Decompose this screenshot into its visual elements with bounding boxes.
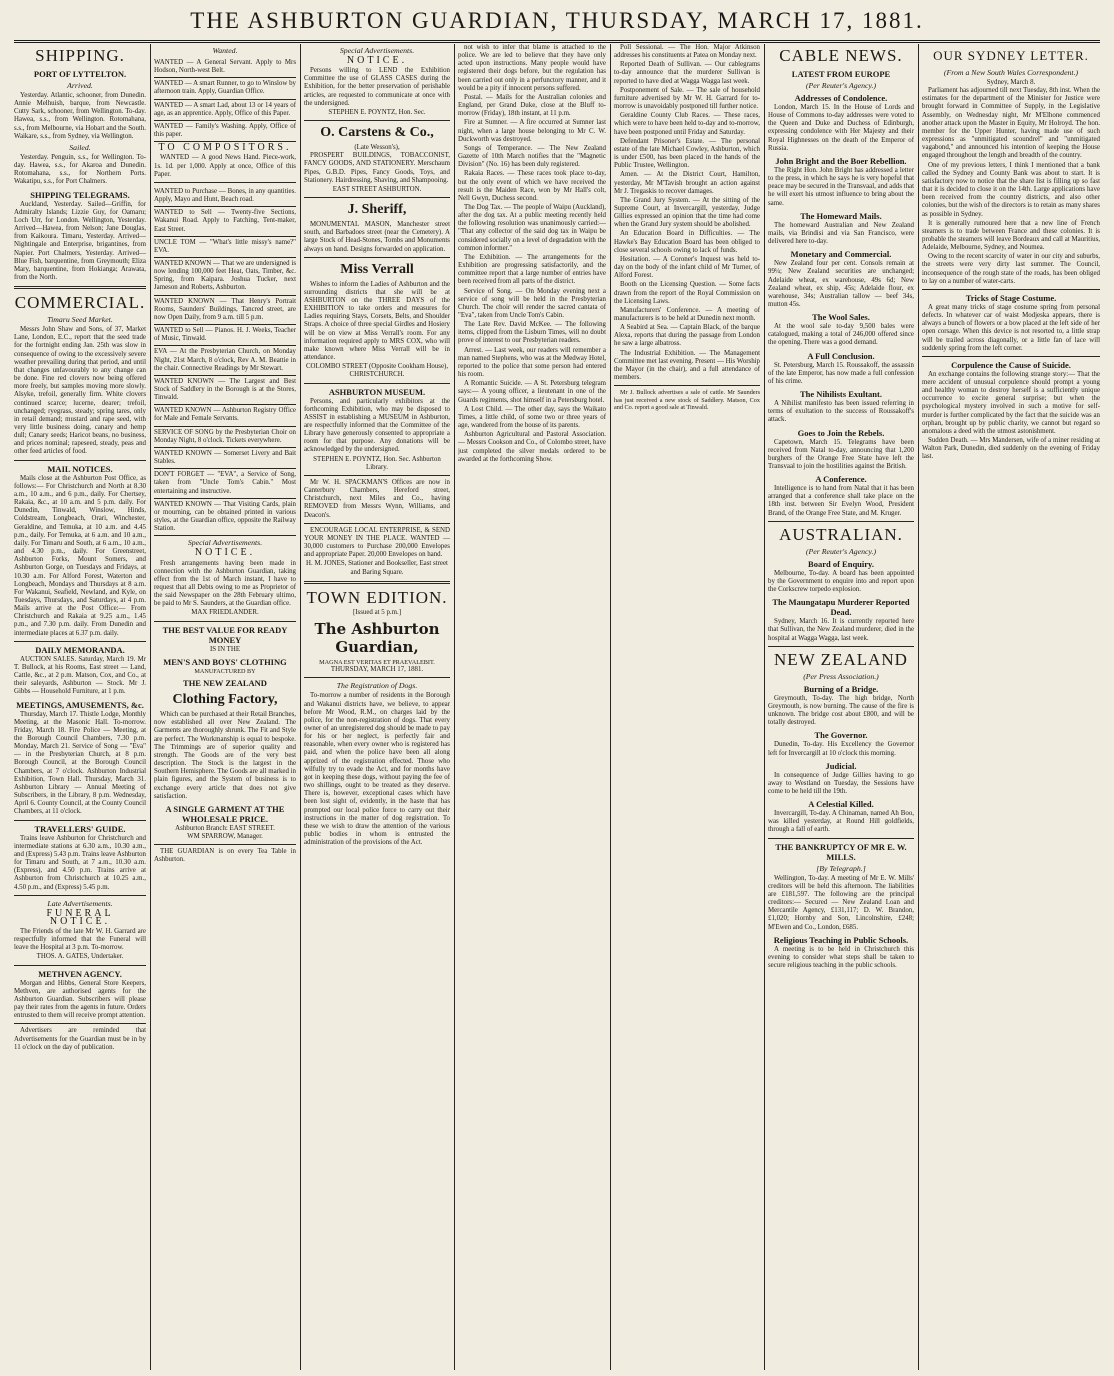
wanted-ad: WANTED KNOWN — That Henry's Portrait Rooms, Saunders' Buildings, Tancred street, are now Open Daily, from 9 a.m. till 5 p.m. xyxy=(154,296,296,325)
advertisers-text: Advertisers are reminded that Advertisements for the Guardian must be in by 11 o'clock on the day of publication. xyxy=(14,1027,146,1051)
single-garment: A SINGLE GARMENT AT THE WHOLESALE PRICE. xyxy=(165,803,285,824)
article-text: Defendant Prisoner's Estate. — The personal estate of the late Michael Cowley, Ashburton, which is under £500, has been placed in the hands of the Public Trustee, Wellington. xyxy=(614,137,760,170)
column-rule xyxy=(454,44,455,1370)
cable-text: Sydney, March 16. It is currently reported here that Sullivan, the New Zealand murderer, died in the hospital at Wagga Wagga, last week. xyxy=(768,618,914,642)
article-text: Poll Sessional. — The Hon. Major Atkinson addresses his constituents at Patea on Monday next. xyxy=(614,44,760,60)
cable-heading: Burning of a Bridge. xyxy=(803,683,879,694)
article-text: A Romantic Suicide. — A St. Petersburg telegram says:— A young officer, a lieutenant in one of the Guards regiments, shot himself in a Petersburg hotel. xyxy=(458,380,606,404)
column-rule xyxy=(300,44,301,1370)
nz-press: (Per Press Association.) xyxy=(803,671,879,681)
cable-text: Greymouth, To-day. The high bridge, North Greymouth, is now burning. The cause of the fire is unknown. The bridge cost about £800, and will be totally destroyed. xyxy=(768,694,914,727)
article-text: Ashburton Agricultural and Pastoral Association. — Messrs Cookson and Co., of Colombo street, have just completed the silver medals ordered to be awarded at the forthcoming Show. xyxy=(458,431,606,463)
cable-text: St. Petersburg, March 15. Roussakoff, the assassin of the late Emperor, has now made a full confession of his crime. xyxy=(768,361,914,385)
article-text: Booth on the Licensing Question. — Some facts drawn from the report of the Royal Commission on the Licensing Laws. xyxy=(614,281,760,305)
cable-heading: A Full Conclusion. xyxy=(807,350,875,361)
sheriff-text: MONUMENTAL MASON, Manchester street south, and Barbadoes street (near the Cemetery). A large Stock of Head-Stones, Tombs and Monuments always on hand. Designs forwarded on application. xyxy=(304,221,450,253)
travellers-title: TRAVELLERS' GUIDE. xyxy=(34,823,126,834)
shipping-title: SHIPPING. xyxy=(35,46,125,65)
sailed-text: Yesterday. Penguin, s.s., for Wellington. To-day. Hawea, s.s., for Akaroa and Dunedin. Rotomahana, s.s., for Northern Ports. Wakatipu, s.s., for Port Chalmers. xyxy=(14,153,146,186)
cable-text: Invercargill, To-day. A Chinaman, named Ah Boo, was killed yesterday, at Round Hill goldfields, through a fall of earth. xyxy=(768,810,914,834)
cable-heading: John Bright and the Boer Rebellion. xyxy=(775,155,907,166)
best-value-6: Clothing Factory, xyxy=(172,692,278,708)
arrived-heading: Arrived. xyxy=(67,81,93,90)
sydney-letter-title: OUR SYDNEY LETTER. xyxy=(933,48,1089,63)
cable-text: Capetown, March 15. Telegrams have been received from Natal to-day, announcing that 1,200 burghers of the Orange Free State have left the Transvaal to join the hostilities against the British. xyxy=(768,438,914,470)
column-3 xyxy=(304,44,450,1370)
australian-press: (Per Reuter's Agency.) xyxy=(805,546,877,556)
column-1 xyxy=(14,44,146,1370)
article-text: The Grand Jury System. — At the sitting of the Supreme Court, at Invercargill, yesterday, Judge Gillies expressed an opinion that the time had come when the Grand Jury system should be abolished. xyxy=(614,196,760,229)
carstens-text: PROSPERT BUILDINGS, TOBACCONIST, FANCY GOODS, AND STATIONERY. Merschaum Pipes, G.B.D. Pipes, Fancy Goods, Toys, and Stationery. Hairdressing, Shaving, and Shampooing. xyxy=(304,152,450,184)
wanted-ad: WANTED KNOWN — That we are undersigned is now lending 100,000 feet Heat, Oats, Timber, &c. Spring, from Kaipara. Joshua Tucker, next Jameson and Roberts, Ashburton. xyxy=(154,258,296,296)
verrall-text: Wishes to inform the Ladies of Ashburton and the surrounding districts that she will be at ASHBURTON on the THREE DAYS of the EXHIBITION to take orders and measures for Ladies requiring Stays, Corsets, Belts, and Shoulder Straps. A choice of three special Girdles and Hosiery will be on view at Miss Verrall's room. For any information required apply to MRS COX, who will make known where Miss Verrall will be in attendance. xyxy=(304,280,450,362)
motto: MAGNA EST VERITAS ET PRAEVALEBIT. xyxy=(319,658,435,666)
wanted-ad: DON'T FORGET — "EVA", a Service of Song, taken from "Uncle Tom's Cabin." Most entertaining and instructive. xyxy=(154,469,296,498)
carstens-addr: EAST STREET ASHBURTON. xyxy=(332,185,422,193)
compositors-text: WANTED — A good News Hand. Piece-work, 1s. 1d. per 1,000. Apply at once, Office of this Paper. xyxy=(154,154,296,178)
sydney-body: Parliament has adjourned till next Tuesday, 8th inst. When the estimates for the department of the Minister for Justice were brought forward in Committee of Supply, in the Legislative Assembly, on Wednesday night, Mr M'Elhone commenced another attack upon the Master in Equity, Mr Holroyd. The hon. member for the Upper Hunter, having made use of such expressions as "unmitigated scoundrel" and "unmitigated vagabond," and announced his intention of keeping the House engaged throughout the length and breadth of the country. xyxy=(922,87,1100,160)
article-text: Postal. — Mails for the Australian colonies and England, per Grand Duke, close at the Bluff to-morrow (Friday), 18th instant, at 11 p.m. xyxy=(458,93,606,118)
compositors-title: TO COMPOSITORS. xyxy=(158,142,292,154)
notice-sign: STEPHEN E. POYNTZ, Hon. Sec. xyxy=(328,108,426,116)
bankruptcy-text: Wellington, To-day. A meeting of Mr E. W. Mills' creditors will be held this afternoon. The liabilities are £181,597. The following are the principal creditors:— Secured — New Zealand Loan and Mercantile Agency, £131,117; D. W. Brandon, £1,020; Hornby and Son, Lincolnshire, £248; M'Ewen and Co., London, £685. xyxy=(768,874,914,931)
mail-text: Mails close at the Ashburton Post Office, as follows:— For Christchurch and North at 8.30 a.m., 10 a.m., and 6 p.m., daily. For Chertsey, Rakaia, &c., at 10 a.m. and 5 p.m. daily. For Dunedin, Tinwald, Winslow, Hinds, Coldstream, Longbeach, Orari, Winchester, Geraldine, and Temuka, at 10 a.m. and 4.45 p.m., daily. For Temuka, at 6 a.m. and 10 a.m., daily. For Timaru and South, at 6 a.m., 10 a.m., and 4.30 p.m., daily. For Greenstreet, Ashburton Forks, Mount Somers, and Ashburton Gorge, on Tuesdays and Fridays, at 10.30 a.m. For Alford Forest, Waterton and Longbeach, Mondays and Thursdays at 8 a.m. For Wakanui, Seafield, Newland, and Kyle, on Tuesdays, Thursdays, and Saturdays, at 4 p.m. Mails arrive at the Post Office:— From Christchurch and Rakaia at 9.25 a.m., 1.45 p.m., and 7.30 p.m. daily. From Dunedin and intermediate places at 6.37 p.m. daily. xyxy=(14,474,146,637)
commercial-text: Messrs John Shaw and Sons, of 37, Market Lane, London, E.C., report that the seed trade for the fortnight ending Jan. 25th was slow in consequence of owing to the excessively severe weather prevailing during that period, and until that changes unfavourably to any change can be done. Fine red clovers now being offered more freely, but samples moving more slowly. Alsyke, trefoil, generally firm. White clovers continued scarce; lucerne, dearer; trefoil, unchanged; ryegrass, steady; spring tares, only in retail demand; mustard and rape seed, with very little business doing, canary and hemp dull; Canary seeds; Haricot beans, no business, and prices nominal; rapeseed, steady, peas and other feed articles of food. xyxy=(14,326,146,456)
stage-text: A great many tricks of stage costume spring from personal defects. In whatever car of waist Modjeska appears, there is always a bunch of flowers or a bow placed at the left side of her open corsage. When this device is not resorted to, a little strap will be trailed across diagonally, or a little fan of lace will suddenly spring from the left corner. xyxy=(922,303,1100,352)
sydney-dateline: Sydney, March 8. xyxy=(986,79,1036,86)
column-2 xyxy=(154,44,296,1370)
colombo: COLOMBO STREET (Opposite Cookham House), CHRISTCHURCH. xyxy=(305,363,449,379)
cable-text: Intelligence is to hand from Natal that it has been arranged that a conference shall take place on the 18th inst. between Sir Evelyn Wood, President Brand, of the Orange Free State, and M. Kruger. xyxy=(768,485,914,517)
article-text: Rakaia Races. — These races took place to-day, but the only event of which we have received the result is the Maiden Race, won by Mr Hall's colt, Nell Gwyn, Duchess second. xyxy=(458,170,606,202)
column-rule xyxy=(610,44,611,1370)
cable-heading: Board of Enquiry. xyxy=(808,558,874,569)
wanted-ad: WANTED — Family's Washing. Apply, Office of this paper. xyxy=(154,121,296,142)
methven-text: Morgan and Hibbs, General Store Keepers, Methven, are authorised agents for the Ashburton Guardian. Subscribers will please pay their rates from the agents in future. Orders entrusted to them will receive prompt attention. xyxy=(14,979,146,1020)
memoranda-text: AUCTION SALES. Saturday, March 19. Mr T. Bullock, at his Rooms, East street — Land, Cattle, &c., at 2 p.m. Matson, Cox, and Co., at their saleyards, Ashburton — Stock. Mr J. Gibbs — Household Furniture, at 1 p.m. xyxy=(14,655,146,696)
cable-text: The homeward Australian and New Zealand mails, via Brindisi and via San Francisco, were delivered here to-day. xyxy=(768,221,914,246)
cable-text: New Zealand four per cent. Consols remain at 99¼; New Zealand securities are unchanged; Adelaide wheat, ex warehouse, 49s 6d; New Zealand wheat, ex ship, 45s; Adelaide flour, ex warehouse, 34s; Australian tallow — beef 34s, mutton 45s. xyxy=(768,260,914,308)
issue-date: THURSDAY, MARCH 17, 1881. xyxy=(330,666,424,674)
column-7 xyxy=(922,44,1100,1370)
article-text: Service of Song. — On Monday evening next a service of song will be held in the Presbyterian Church. The choir will render the sacred cantata of "Eva", taken from Uncle Tom's Cabin. xyxy=(458,287,606,319)
bankruptcy-title: THE BANKRUPTCY OF MR E. W. MILLS. xyxy=(775,841,907,862)
article-text: A Lost Child. — The other day, says the Waikato Times, a little child, of some two or three years of age, wandered from the house of its parents. xyxy=(458,405,606,430)
cable-text: In consequence of Judge Gillies having to go away to Westland on Tuesday, the Sessions have come to be held till the 19th. xyxy=(768,771,914,795)
australian-title: AUSTRALIAN. xyxy=(779,524,903,544)
notice-text: Fresh arrangements having been made in connection with the Ashburton Guardian, taking effect from the 1st of March instant, I have to request that all Debts owing to me as Proprietor of the said Newspaper on the 28th February ultimo, be paid to Mr S. Saunders, at the Guardian office. xyxy=(154,559,296,608)
cable-heading: A Conference. xyxy=(815,474,867,485)
encourage-ad: ENCOURAGE LOCAL ENTERPRISE, & SEND YOUR MONEY IN THE PLACE. WANTED — 30,000 customers to Purchase 200,000 Envelopes and appropriate Paper. 20,000 Envelopes on hand. xyxy=(304,526,450,559)
cable-text: Melbourne, To-day. A board has been appointed by the Government to enquire into and report upon the Corkscrew torpedo explosion. xyxy=(768,569,914,594)
port-title: PORT OF LYTTELTON. xyxy=(33,69,127,79)
article-text: Hesitation. — A Coroner's Inquest was held to-day on the body of the infant child of Mr Turner, of Alford Forest. xyxy=(614,255,760,280)
notice-title: NOTICE. xyxy=(346,55,408,66)
special-title: Special Advertisements. xyxy=(187,538,263,548)
article-text: not wish to infer that blame is attached to the police. We are led to believe that they have only acted upon instructions. Many people would have registered their dogs before, but the regulation has been carried out only in a perfunctory manner, and it would be a pity if innocent persons suffered. xyxy=(458,44,606,92)
commercial-title: COMMERCIAL. xyxy=(14,293,146,313)
cable-text: The Right Hon. John Bright has addressed a letter to the press, in which he says he is very hopeful that peace may be secured in the Transvaal, and adds that he will exert his utmost influence to bring about the same. xyxy=(768,166,914,207)
article-text: Postponement of Sale. — The sale of household furniture advertised by Mr W. H. Garrard for to-morrow is unavoidably postponed till further notice. xyxy=(614,86,760,111)
wanted-ad: WANTED — A smart Lad, about 13 or 14 years of age, as an apprentice. Apply, Office of this Paper. xyxy=(154,100,296,121)
wanted-ad: WANTED KNOWN — Ashburton Registry Office for Male and Female Servants. xyxy=(154,405,296,426)
footnotes: Mr J. Bullock advertises a sale of cattle. Mr Saunders has just received a new stock of Saddlery. Matson, Cox and Co. report a good sale at Tinwald. xyxy=(614,389,760,412)
masthead-title: THE ASHBURTON GUARDIAN, THURSDAY, MARCH 17, 1881. xyxy=(190,8,924,33)
cable-heading: The Governor. xyxy=(814,730,868,741)
telegrams-heading: SHIPPING TELEGRAMS. xyxy=(30,189,130,200)
commercial-sub: Timaru Seed Market. xyxy=(47,315,113,325)
mail-title: MAIL NOTICES. xyxy=(47,463,113,474)
wanted-ad: WANTED — A smart Runner, to go to Winslow by afternoon train. Apply, Guardian Office. xyxy=(154,78,296,99)
religious-text: A meeting is to be held in Christchurch this evening to consider what steps shall be taken to secure religious teaching in the public schools. xyxy=(768,945,914,969)
cable-text: A Nihilist manifesto has been issued referring in terms of exultation to the success of Roussakoff's attack. xyxy=(768,400,914,424)
cable-heading: Goes to Join the Rebels. xyxy=(797,427,885,438)
cable-heading: Addresses of Condolence. xyxy=(794,93,888,103)
column-rule xyxy=(764,44,765,1370)
religious-title: Religious Teaching in Public Schools. xyxy=(773,934,909,945)
notice-text: Persons willing to LEND the Exhibition Committee the use of GLASS CASES during the Exhibition, for the better preservation of perishable articles, are requested to communicate at once with the undersigned. xyxy=(304,67,450,107)
museum-sign: STEPHEN E. POYNTZ, Hon. Sec. Ashburton Library. xyxy=(313,455,441,471)
museum-title: ASHBURTON MUSEUM. xyxy=(328,386,426,397)
column-rule xyxy=(150,44,151,1370)
late-ads-title: Late Advertisements. xyxy=(47,898,113,908)
bankruptcy-tele: [By Telegraph.] xyxy=(816,863,866,873)
guardian-file: THE GUARDIAN is on every Tea Table in Ashburton. xyxy=(154,848,296,864)
article-text: The Industrial Exhibition. — The Management Committee met last evening. Present — His Worship the Mayor (in the chair), and a full attendance of members. xyxy=(614,349,760,382)
corpulence-text: An exchange contains the following strange story:— That the mere accident of unusual corpulence should prompt a young and healthy woman to destroy herself is a sufficiently unique occurrence to excite general surprise; but when the psychological mystery involved in such a motive for self-murder is further complicated by the fact that the suicide was an orphan, brought up by public charity, we cannot but regard so anomalous a deed with the utmost astonishment. xyxy=(922,370,1100,435)
wanted-ad: WANTED to Sell — Twenty-five Sections, Wakanui Road. Apply to Fatching, Tent-maker, East Street. xyxy=(154,207,296,236)
cable-heading: The Maungatapu Murderer Reported Dead. xyxy=(772,597,910,618)
cable-heading: Monetary and Commercial. xyxy=(790,249,892,260)
sydney-body: It is generally rumoured here that a new line of French steamers is to trade between France and these colonies. It is probable the steamers will leave Bordeaux and call at Mauritius, Adelaide, Melbourne, Sydney, and Noumea. xyxy=(922,219,1100,252)
best-value-4: MANUFACTURED BY xyxy=(194,667,256,675)
sailed-heading: Sailed. xyxy=(69,142,91,152)
stage-title: Tricks of Stage Costume. xyxy=(965,292,1057,303)
wanted-ad: WANTED KNOWN — That Visiting Cards, plain or mourning, can be obtained printed in various styles, at the Guardian office, opposite the Railway Station. xyxy=(154,499,296,537)
article-text: Manufacturers' Conference. — A meeting of manufacturers is to be held at Dunedin next month. xyxy=(614,306,760,322)
funeral-title: FUNERAL NOTICE. xyxy=(46,907,114,927)
wanted-ad: WANTED — A General Servant. Apply to Mrs Hodson, North-west Belt. xyxy=(154,57,296,78)
memoranda-title: DAILY MEMORANDA. xyxy=(35,644,125,655)
sydney-from: (From a New South Wales Correspondent.) xyxy=(943,68,1079,77)
column-5 xyxy=(614,44,760,1370)
corpulence-title: Corpulence the Cause of Suicide. xyxy=(951,359,1071,370)
museum-text: Persons, and particularly exhibitors at the forthcoming Exhibition, who may be disposed to ASSIST in establishing a MUSEUM in Ashburton, are respectfully informed that the Committee of the Library have generously consented to appropriate a room for that purpose. Any donations will be acknowledged by the undersigned. xyxy=(304,397,450,454)
article-text: Arrest. — Last week, our readers will remember a man named Stephens, who was at the Medway Hotel, reported to the police that some person had entered his room. xyxy=(458,346,606,379)
wanted-ad: WANTED to Purchase — Bones, in any quantities. Apply, Mayo and Hunt, Beach road. xyxy=(154,186,296,207)
spackman-notice: Mr W. H. SPACKMAN'S Offices are now in Canterbury Chambers, Hereford street, Christchurch, next Miles and Co., having REMOVED from Messrs Wynn, Williams, and Deacon's. xyxy=(304,478,450,519)
special-title: Special Advertisements. xyxy=(339,46,415,55)
cable-heading: The Homeward Mails. xyxy=(800,210,882,221)
cable-heading: Judicial. xyxy=(825,760,857,771)
sydney-body: Owing to the recent scarcity of water in our city and suburbs, the streets were very dirty last summer. The Council, inconsequence of the rough state of the roads, has been obliged to lay on a number of water-carts. xyxy=(922,253,1100,285)
cable-text: Dunedin, To-day. His Excellency the Governor left for Invercargill at 10 o'clock this morning. xyxy=(768,741,914,757)
travellers-text: Trains leave Ashburton for Christchurch and intermediate stations at 6.30 a.m., 10.30 a.m., and (Express) 5.43 p.m. Trains leave Ashburton for Timaru and South, at 7 a.m., 10.30 a.m. (Express), and 4.50 p.m. Trains arrive at Ashburton from Christchurch at 10.25 a.m., 4.50 p.m., and (Express) 5.45 p.m. xyxy=(14,834,146,891)
sheriff-title: J. Sheriff, xyxy=(347,202,407,218)
meetings-title: MEETINGS, AMUSEMENTS, &c. xyxy=(16,699,144,710)
masthead xyxy=(14,8,1100,43)
arrived-text: Yesterday. Atlantic, schooner, from Dunedin. Annie Melhuish, barque, from Newcastle. Cutty Sark, schooner, from Wellington. To-day. Hawea, s.s., from Wellington. Rotomahana, s.s., from Melbourne, via Hobart and the South. Waikare, s.s., from Sydney, via Wellington. xyxy=(14,92,146,140)
article-text: An Education Board in Difficulties. — The Hawke's Bay Education Board has been obliged to close several schools owing to lack of funds. xyxy=(614,230,760,254)
manager-sign: WM SPARROW, Manager. xyxy=(187,833,263,841)
article-text: Amen. — At the District Court, Hamilton, yesterday, Mr M'Tavish brought an action against Mr J. Tregaskis to recover damages. xyxy=(614,171,760,195)
methven-title: METHVEN AGENCY. xyxy=(38,968,122,979)
cable-text: London, March 15. In the House of Lords and House of Commons to-day addresses were voted to the Queen and Duke and Duchess of Edinburgh, expressing condolence with Her Majesty and their Royal Highnesses on the death of the Emperor of Russia. xyxy=(768,104,914,152)
column-4 xyxy=(458,44,606,1370)
best-value-5: THE NEW ZEALAND xyxy=(183,678,267,689)
carstens-sub: (Late Wesson's), xyxy=(354,144,400,152)
cable-heading: A Celestial Killed. xyxy=(808,799,874,810)
issued: [Issued at 5 p.m.] xyxy=(352,608,402,616)
wanted-title: Wanted. xyxy=(212,46,238,55)
paper-title: The Ashburton Guardian, xyxy=(314,619,440,656)
cable-text: At the wool sale to-day 9,500 bales were catalogued, making a total of 246,000 offered since the opening. There was a good demand. xyxy=(768,323,914,347)
article-text: The Exhibition. — The arrangements for the Exhibition are progressing satisfactorily, and the committee report that a large number of entries have been received from all parts of the district. xyxy=(458,253,606,286)
telegrams-text: Auckland, Yesterday. Sailed—Griffin, for Admiralty Islands; Lizzie Guy, for Oamaru; Loch Urr, for London. Wellington, Yesterday. Arrived—Hawea, from Nelson; Jane Douglas, from Kaikoura. Timaru, Yesterday. Arrived—Nightingale and Enterprise, brigantines, from Napier. Port Chalmers, Yesterday. Arrived—Blue Fish, barquentine, from Greymouth; Eliza Mary, barquentine, from Hokianga; Arawata, from the North. xyxy=(14,200,146,281)
wanted-ad: WANTED KNOWN — Somerset Livery and Bait Stables. xyxy=(154,448,296,469)
best-value-text: Which can be purchased at their Retail Branches, now established all over New Zealand. The Garments are thoroughly shrunk. The Fit and Style are perfect. The Workmanship is equal to bespoke. The Trimmings are of superior quality and strength. The Goods are of the very best description. The Stock is the largest in the Southern Hemisphere. The Goods are all marked in plain figures, and the System of business is to exchange every article that does not give satisfaction. xyxy=(154,711,296,800)
wanted-ad: EVA — At the Presbyterian Church, on Monday Night, 21st March, 8 o'clock, Rev A. M. Beattie in the chair. Connective Readings by Mr Stewart. xyxy=(154,346,296,375)
best-value-1: THE BEST VALUE FOR READY MONEY xyxy=(162,624,288,645)
wanted-ad: WANTED to Sell — Pianos. H. J. Weeks, Teacher of Music, Tinwald. xyxy=(154,325,296,346)
cable-heading: The Nihilists Exultant. xyxy=(800,389,882,400)
carstens-title: O. Carstens & Co., xyxy=(320,125,434,141)
best-value-2: IS IN THE xyxy=(209,645,241,653)
sudden-death: Sudden Death. — Mrs Mandersen, wife of a miner residing at Walton Park, Dunedin, died suddenly on the evening of Friday last. xyxy=(922,437,1100,461)
column-rule xyxy=(918,44,919,1370)
verrall-title: Miss Verrall xyxy=(340,261,414,277)
wanted-ad: WANTED KNOWN — The Largest and Best Stock of Saddlery in the Borough is at the Stores, Tinwald. xyxy=(154,376,296,405)
article-text: Fire at Sumner. — A fire occurred at Sumner last night, when a large house belonging to Mr C. W. Duckworth was destroyed. xyxy=(458,119,606,143)
article-text: Reported Death of Sullivan. — Our cablegrams to-day announce that the murderer Sullivan is reported to have died at Wagga Wagga last week. xyxy=(614,61,760,85)
wanted-ad: SERVICE OF SONG by the Presbyterian Choir on Monday Night, 8 o'clock. Tickets everywhere. xyxy=(154,427,296,448)
funeral-text: The Friends of the late Mr W. H. Garrard are respectfully informed that the Funeral will leave the Hospital at 3 p.m. To-morrow. xyxy=(14,927,146,952)
notice-sign: MAX FRIEDLANDER. xyxy=(191,609,259,617)
article-text: Geraldine County Club Races. — These races, which were to have been held to-day and to-morrow, have been postponed until Friday and Saturday. xyxy=(614,112,760,136)
nz-title: NEW ZEALAND xyxy=(774,649,908,669)
jones-sign: H. M. JONES, Stationer and Bookseller, East street and Baring Square. xyxy=(306,560,448,576)
sydney-body: One of my previous letters, I think I mentioned that a bank called the Sydney and County Bank was about to start. It is satisfactory now to notice that the share list is filling up so fast that it is decided to close it on the 14th. Large applications have been received from the country districts, and also other colonies, but the wish of the directors is to retain as many shares as possible in Sydney. xyxy=(922,161,1100,218)
article-text: The Late Rev. David McKee. — The following items, clipped from the Lisburn Times, will no doubt prove of interest to our Presbyterian readers. xyxy=(458,321,606,345)
meetings-text: Thursday, March 17. Thistle Lodge, Monthly Meeting, at the Masonic Hall. To-morrow. Friday, March 18. Fire Police — Meeting, at the Borough Council Chambers, 7.30 p.m. Monday, March 21. Service of Song — "Eva" — in the Presbyterian Church, at 8 p.m. Borough Council, at the Borough Council Chambers, at 7 o'clock. Ashburton Industrial Exhibition, Town Hall. Thursday, March 31. Ashburton Library — Annual Meeting of Subscribers, in the Library, 8 p.m. Wednesday, April 6. County Council, at the County Council Chambers, at 11 o'clock. xyxy=(14,710,146,816)
latest-heading: LATEST FROM EUROPE xyxy=(791,69,891,79)
cable-heading: The Wool Sales. xyxy=(812,312,870,323)
reg-text: To-morrow a number of residents in the Borough and Wakanui districts have, we believe, to appear before Mr Wood, R.M., on charges laid by the police, for the non-registration of dogs. That every owner of an unregistered dog should be made to pay for his or her neglect, is perfectly fair and reasonable, when every owner who is registered has paid, and when the police have been all along apprized of the registration effected. Those who wilfully try to evade the Act, and for months have got in keeping these dogs, without paying the fee of two shillings, ought to be treated as they deserve. There is, however, exceptional cases which have been lost sight of, evidently, in the haste that has prompted our local police force to carry out their instructions in the matter of dog registration. To these we wish to draw the attention of the various public bodies in whom is entrusted the administration of the provisions of the Act. xyxy=(304,692,450,847)
best-value-3: MEN'S AND BOYS' CLOTHING xyxy=(163,656,287,667)
article-text: Songs of Temperance. — The New Zealand Gazette of 10th March notifies that the "Magnetic Division" (No. 16) has been duly registered. xyxy=(458,144,606,169)
town-edition: TOWN EDITION. xyxy=(306,587,448,607)
article-text: A Seabird at Sea. — Captain Black, of the barque Alexa, reports that during the passage from London he saw a large albatross. xyxy=(614,324,760,348)
cable-title: CABLE NEWS. xyxy=(779,46,903,65)
notice-title: NOTICE. xyxy=(194,547,256,559)
funeral-sign: THOS. A. GATES, Undertaker. xyxy=(36,953,124,961)
branch: Ashburton Branch: EAST STREET. xyxy=(175,824,275,832)
article-text: The Dog Tax. — The people of Waipu (Auckland), after the dog tax. At a public meeting recently held the following resolution was unanimously carried:— "That any collector of the said dog tax in Waipu be considered socially on a level of degradation with the common informer." xyxy=(458,203,606,252)
column-6 xyxy=(768,44,914,1370)
wanted-ad: UNCLE TOM — "What's little missy's name?" EVA. xyxy=(154,237,296,258)
press-agency: (Per Reuter's Agency.) xyxy=(805,81,877,90)
reg-title: The Registration of Dogs. xyxy=(336,681,418,691)
